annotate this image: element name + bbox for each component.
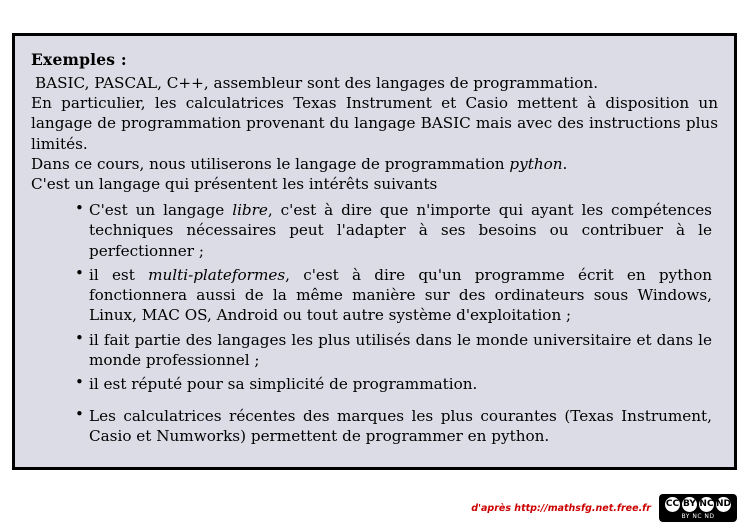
list-item-prefix: C'est un langage	[89, 201, 233, 220]
nd-icon: ND	[716, 497, 731, 512]
list-item-prefix: il fait partie des langages les plus utilisés dans le monde universitaire et dans le monde professionnel ;	[89, 330, 712, 369]
paragraph-3	[31, 154, 718, 174]
list-item	[75, 406, 712, 446]
list-item	[75, 330, 712, 370]
list-item	[75, 374, 712, 394]
paragraph-3-prefix: Dans ce cours, nous utiliserons le langage de programmation	[31, 154, 510, 173]
cc-icon: CC	[665, 497, 680, 512]
benefits-list	[31, 200, 718, 446]
nc-icon: NC	[699, 497, 714, 512]
creative-commons-license-badge[interactable]	[659, 494, 737, 522]
by-icon: BY	[682, 497, 697, 512]
paragraph-1: BASIC, PASCAL, C++, assembleur sont des langages de programmation.	[35, 73, 599, 92]
license-caption: BY NC ND	[681, 513, 715, 520]
list-item-prefix: il est	[89, 265, 149, 284]
license-icon-row	[665, 497, 731, 512]
list-item-suffix: , c'est à dire que n'importe qui ayant les compétences techniques nécessaires peut l'adapter à ses besoins ou contribuer à le perfectionner ;	[89, 201, 712, 260]
exemples-content-box	[12, 33, 737, 470]
source-credit-link[interactable]: d'après http://mathsfg.net.free.fr	[471, 503, 651, 514]
list-item-italic: libre	[232, 201, 268, 220]
paragraph-4: C'est un langage qui présentent les intérêts suivants	[31, 175, 438, 194]
list-item-italic: multi-plateformes	[148, 265, 286, 284]
list-item-prefix: il est réputé pour sa simplicité de programmation.	[89, 374, 478, 393]
paragraph-2: En particulier, les calculatrices Texas Instrument et Casio mettent à disposition un langage de programmation provenant du langage BASIC mais avec des instructions plus limités.	[31, 94, 718, 153]
list-item	[75, 200, 712, 261]
list-item-prefix: Les calculatrices récentes des marques les plus courantes (Texas Instrument, Casio et Numworks) permettent de programmer en python.	[89, 407, 712, 446]
list-item-suffix: , c'est à dire qu'un programme écrit en python fonctionnera aussi de la même manière sur des ordinateurs sous Windows, Linux, MAC OS, Android ou tout autre système d'exploitation ;	[89, 265, 713, 325]
paragraph-3-suffix: .	[562, 154, 568, 173]
page-title: Exemples :	[31, 50, 127, 69]
list-item	[75, 265, 712, 326]
paragraph-3-italic-python: python	[509, 154, 563, 173]
